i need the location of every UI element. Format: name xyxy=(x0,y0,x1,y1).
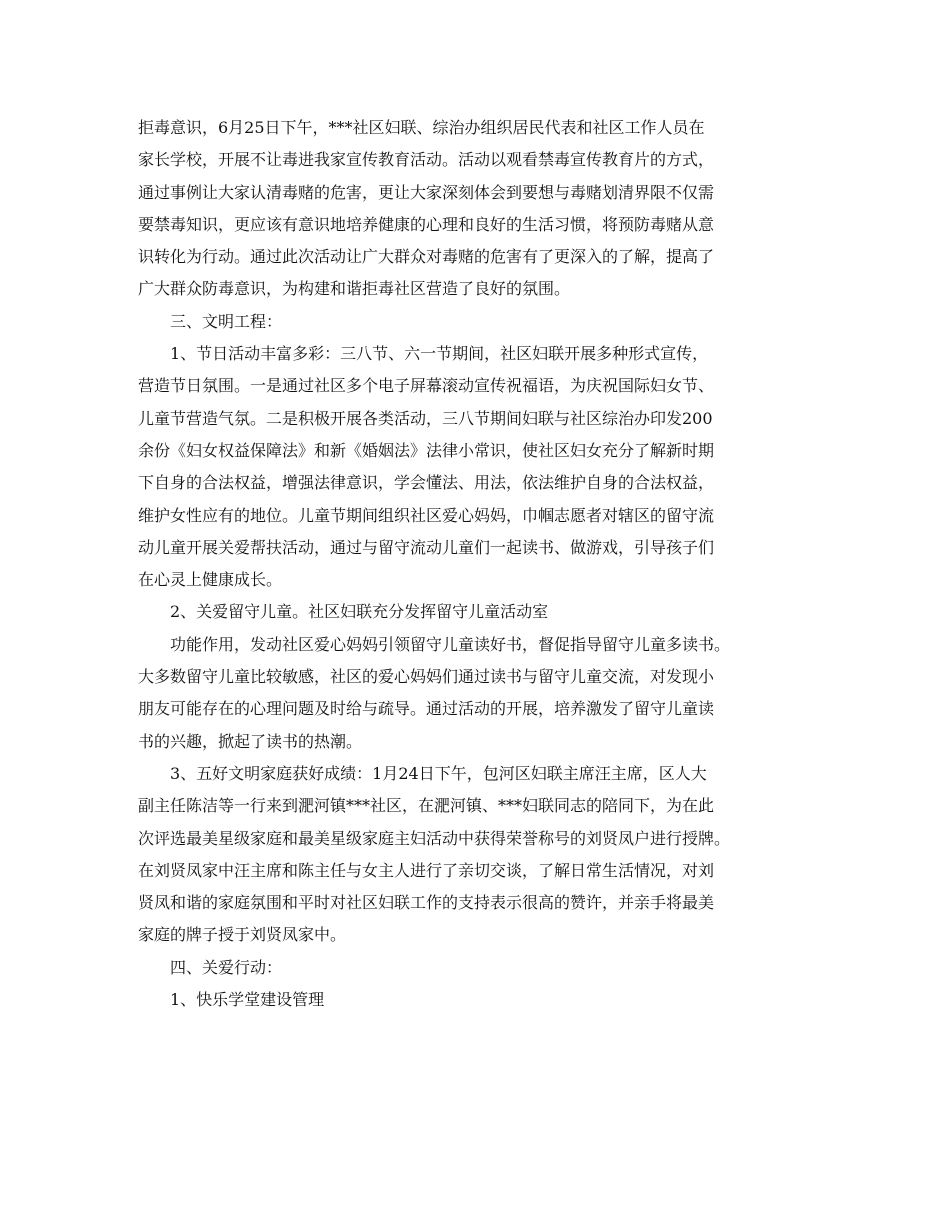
paragraph-line: 营造节日氛围。一是通过社区多个电子屏幕滚动宣传祝福语，为庆祝国际妇女节、 xyxy=(138,376,715,396)
paragraph-line: 儿童节营造气氛。二是积极开展各类活动，三八节期间妇联与社区综治办印发200 xyxy=(138,408,713,428)
paragraph-line: 动儿童开展关爱帮扶活动，通过与留守流动儿童们一起读书、做游戏，引导孩子们 xyxy=(138,537,715,557)
paragraph-line: 下自身的合法权益，增强法律意识，学会懂法、用法，依法维护自身的合法权益， xyxy=(138,473,715,493)
paragraph-line: 1、节日活动丰富多彩：三八节、六一节期间，社区妇联开展多种形式宣传， xyxy=(170,344,709,364)
paragraph-line: 通过事例让大家认清毒赌的危害，更让大家深刻体会到要想与毒赌划清界限不仅需 xyxy=(138,182,715,202)
paragraph-line: 2、关爱留守儿童。社区妇联充分发挥留守儿童活动室 xyxy=(170,602,549,622)
paragraph-line: 拒毒意识，6月25日下午，***社区妇联、综治办组织居民代表和社区工作人员在 xyxy=(138,118,705,137)
paragraph-line: 维护女性应有的地位。儿童节期间组织社区爱心妈妈，巾帼志愿者对辖区的留守流 xyxy=(138,505,715,525)
paragraph-line: 大多数留守儿童比较敏感，社区的爱心妈妈们通过读书与留守儿童交流，对发现小 xyxy=(138,667,715,687)
paragraph-line: 家庭的牌子授于刘贤凤家中。 xyxy=(138,925,347,945)
paragraph-line: 广大群众防毒意识，为构建和谐拒毒社区营造了良好的氛围。 xyxy=(138,279,571,299)
section-heading: 四、关爱行动： xyxy=(170,957,283,977)
subsection-heading: 1、快乐学堂建设管理 xyxy=(170,990,325,1010)
paragraph-line: 家长学校，开展不让毒进我家宣传教育活动。活动以观看禁毒宣传教育片的方式， xyxy=(138,150,715,170)
paragraph-line: 识转化为行动。通过此次活动让广大群众对毒赌的危害有了更深入的了解，提高了 xyxy=(138,247,715,267)
section-heading: 三、文明工程： xyxy=(170,311,283,331)
paragraph-line: 贤凤和谐的家庭氛围和平时对社区妇联工作的支持表示很高的赞许，并亲手将最美 xyxy=(138,893,715,913)
paragraph-line: 次评选最美星级家庭和最美星级家庭主妇活动中获得荣誉称号的刘贤凤户进行授牌。 xyxy=(138,828,731,848)
paragraph-line: 在心灵上健康成长。 xyxy=(138,570,283,590)
paragraph-line: 要禁毒知识，更应该有意识地培养健康的心理和良好的生活习惯，将预防毒赌从意 xyxy=(138,214,715,234)
paragraph-line: 在刘贤凤家中汪主席和陈主任与女主人进行了亲切交谈，了解日常生活情况，对刘 xyxy=(138,860,715,880)
paragraph-line: 朋友可能存在的心理问题及时给与疏导。通过活动的开展，培养激发了留守儿童读 xyxy=(138,699,715,719)
paragraph-line: 书的兴趣，掀起了读书的热潮。 xyxy=(138,731,363,751)
paragraph-line: 副主任陈洁等一行来到淝河镇***社区，在淝河镇、***妇联同志的陪同下，为在此 xyxy=(138,796,715,816)
document-page xyxy=(138,112,818,1016)
paragraph-line: 功能作用，发动社区爱心妈妈引领留守儿童读好书，督促指导留守儿童多读书。 xyxy=(170,634,731,654)
paragraph-line: 3、五好文明家庭获好成绩：1月24日下午，包河区妇联主席汪主席，区人大 xyxy=(170,763,707,783)
paragraph-line: 余份《妇女权益保障法》和新《婚姻法》法律小常识，使社区妇女充分了解新时期 xyxy=(138,440,715,460)
